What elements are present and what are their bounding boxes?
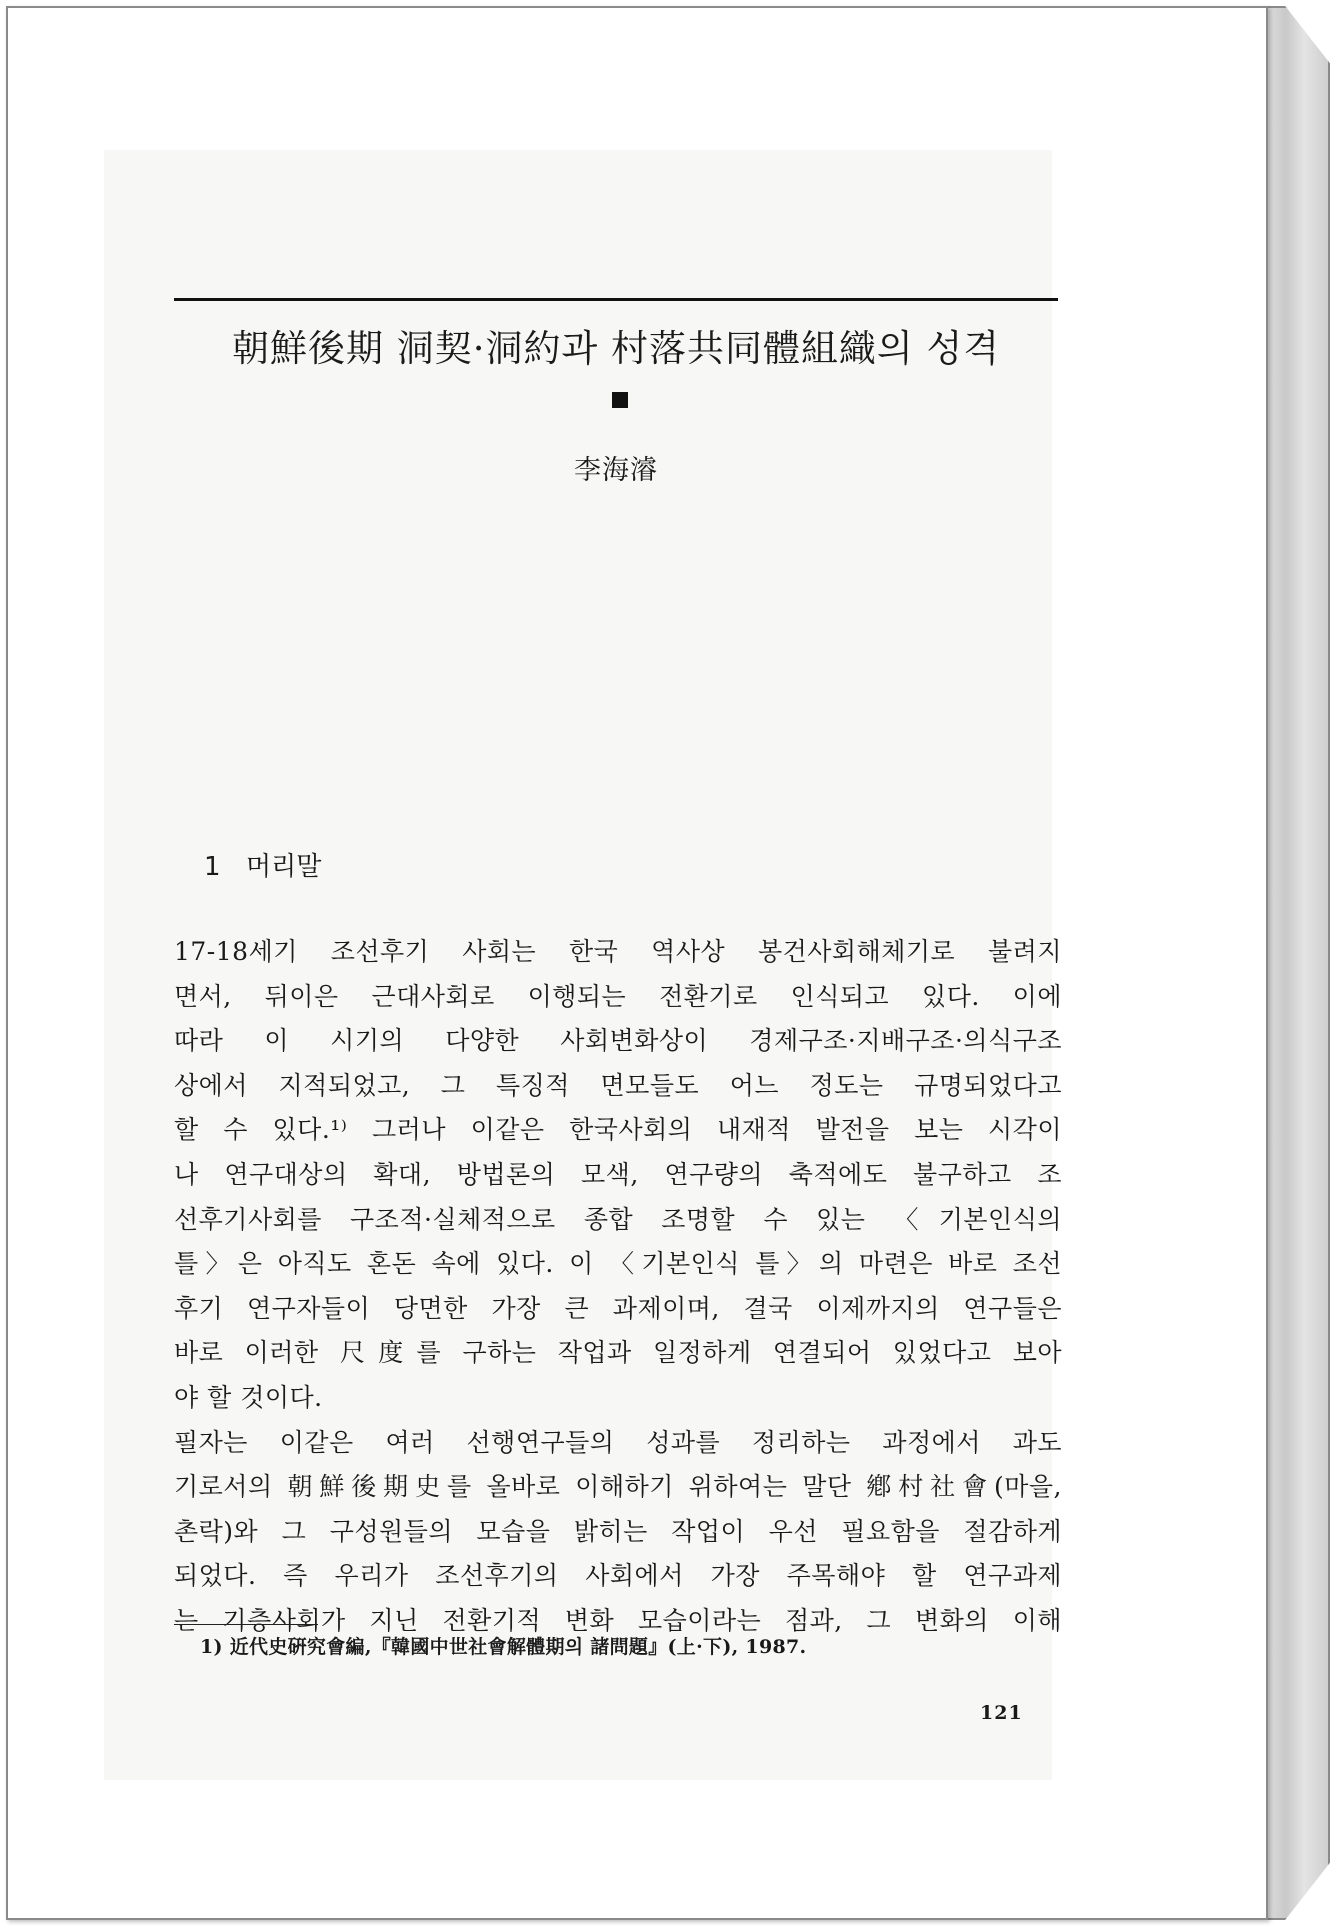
title-rule	[174, 298, 1058, 301]
section-heading	[204, 846, 321, 883]
section-title: 머리말	[246, 852, 322, 882]
page-number: 121	[980, 1702, 1023, 1724]
text-line: 상에서 지적되었고, 그 특징적 면모들도 어느 정도는 규명되었다고	[174, 1070, 1062, 1100]
text-line: 선후기사회를 구조적·실체적으로 종합 조명할 수 있는 〈기본인식의	[174, 1204, 1062, 1234]
text-line: 야 할 것이다.	[174, 1382, 323, 1412]
article-title: 朝鮮後期 洞契·洞約과 村落共同體組織의 성격	[231, 327, 1000, 370]
text-line: 는 기층사회가 지닌 전환기적 변화 모습이라는 점과, 그 변화의 이해	[174, 1605, 1062, 1635]
square-ornament-icon	[612, 392, 628, 408]
text-line: 되었다. 즉 우리가 조선후기의 사회에서 가장 주목해야 할 연구과제	[174, 1561, 1062, 1591]
paragraph	[174, 1421, 1062, 1644]
footnote: 1) 近代史硏究會編,『韓國中世社會解體期의 諸問題』(上·下), 1987.	[200, 1636, 807, 1658]
text-line: 후기 연구자들이 당면한 가장 큰 과제이며, 결국 이제까지의 연구들은	[174, 1293, 1062, 1323]
book-page-edge	[1266, 6, 1330, 1920]
text-line: 나 연구대상의 확대, 방법론의 모색, 연구량의 축적에도 불구하고 조	[174, 1159, 1062, 1189]
text-line: 따라 이 시기의 다양한 사회변화상이 경제구조·지배구조·의식구조	[174, 1026, 1062, 1056]
text-line: 바로 이러한 尺度를 구하는 작업과 일정하게 연결되어 있었다고 보아	[174, 1338, 1062, 1368]
text-line: 틀〉은 아직도 혼돈 속에 있다. 이 〈기본인식 틀〉의 마련은 바로 조선	[174, 1249, 1062, 1279]
text-line: 17-18세기 조선후기 사회는 한국 역사상 봉건사회해체기로 불려지	[174, 937, 1062, 966]
text-line: 할 수 있다.¹⁾ 그러나 이같은 한국사회의 내재적 발전을 보는 시각이	[174, 1115, 1062, 1145]
section-number: 1	[204, 852, 221, 882]
body-text	[174, 930, 1062, 1644]
footnote-rule	[174, 1624, 318, 1625]
text-line: 기로서의 朝鮮後期史를 올바로 이해하기 위하여는 말단 鄕村社會(마을,	[174, 1472, 1062, 1502]
text-line: 면서, 뒤이은 근대사회로 이행되는 전환기로 인식되고 있다. 이에	[174, 981, 1062, 1011]
text-line: 촌락)와 그 구성원들의 모습을 밝히는 작업이 우선 필요함을 절감하게	[174, 1516, 1062, 1546]
paragraph	[174, 930, 1062, 1421]
article-author: 李海濬	[574, 455, 658, 486]
text-line: 필자는 이같은 여러 선행연구들의 성과를 정리하는 과정에서 과도	[174, 1427, 1062, 1457]
